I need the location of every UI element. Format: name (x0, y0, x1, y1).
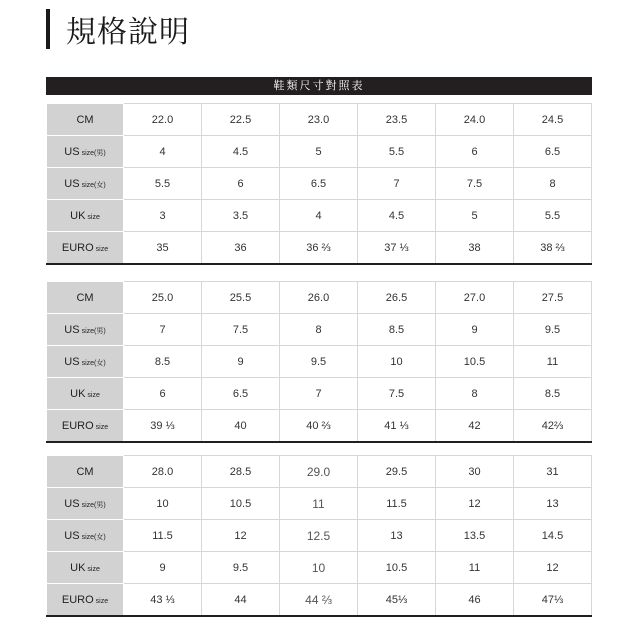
size-row-euro (47, 232, 592, 265)
size-cell: 7.5 (202, 314, 280, 346)
row-label (47, 410, 124, 443)
size-row-euro (47, 410, 592, 443)
size-cell: 5.5 (124, 168, 202, 200)
size-cell: 6.5 (202, 378, 280, 410)
size-cell: 6.5 (280, 168, 358, 200)
size-cell: 11 (280, 488, 358, 520)
row-label-sub: size(女) (81, 359, 106, 367)
size-cell: 7.5 (358, 378, 436, 410)
size-cell: 47⅓ (514, 584, 592, 617)
row-label-main: US (64, 529, 80, 542)
size-cell: 25.0 (124, 282, 202, 314)
size-cell: 14.5 (514, 520, 592, 552)
row-label-sub: size(男) (81, 149, 106, 157)
size-row-uk (47, 200, 592, 232)
size-cell: 12 (514, 552, 592, 584)
size-cell: 10 (124, 488, 202, 520)
size-cell: 12 (202, 520, 280, 552)
size-cell: 7.5 (436, 168, 514, 200)
size-cell: 11.5 (358, 488, 436, 520)
size-cell: 12.5 (280, 520, 358, 552)
size-cell: 6.5 (514, 136, 592, 168)
row-label (47, 378, 124, 410)
size-cell: 8 (436, 378, 514, 410)
size-cell: 8.5 (124, 346, 202, 378)
size-cell: 11 (436, 552, 514, 584)
row-label-main: EURO (61, 419, 94, 432)
size-cell: 22.0 (124, 104, 202, 136)
size-row-us-female (47, 520, 592, 552)
size-row-uk (47, 378, 592, 410)
size-cell: 8.5 (514, 378, 592, 410)
row-label (47, 488, 124, 520)
row-label-sub: size (87, 565, 100, 573)
size-cell: 6 (202, 168, 280, 200)
row-label-sub: size(男) (81, 501, 106, 509)
size-cell: 38 ⅔ (514, 232, 592, 265)
row-label-main: EURO (61, 593, 94, 606)
size-cell: 25.5 (202, 282, 280, 314)
size-cell: 9 (436, 314, 514, 346)
size-cell: 5.5 (514, 200, 592, 232)
size-row-us-male (47, 488, 592, 520)
size-table-2 (46, 281, 592, 443)
row-label-main: CM (76, 113, 94, 126)
row-label (47, 552, 124, 584)
row-label (47, 282, 124, 314)
row-label (47, 584, 124, 617)
size-cell: 24.0 (436, 104, 514, 136)
size-cell: 23.0 (280, 104, 358, 136)
size-cell: 38 (436, 232, 514, 265)
size-cell: 9.5 (280, 346, 358, 378)
size-cell: 4 (124, 136, 202, 168)
row-label (47, 314, 124, 346)
size-cell: 6 (436, 136, 514, 168)
row-label-sub: size (87, 213, 100, 221)
size-cell: 5 (280, 136, 358, 168)
size-cell: 10.5 (436, 346, 514, 378)
row-label (47, 200, 124, 232)
size-table-3 (46, 455, 592, 617)
size-cell: 9 (202, 346, 280, 378)
size-cell: 7 (358, 168, 436, 200)
size-cell: 11 (514, 346, 592, 378)
size-row-us-male (47, 136, 592, 168)
size-cell: 13 (358, 520, 436, 552)
size-cell: 4.5 (202, 136, 280, 168)
row-label-sub: size(女) (81, 533, 106, 541)
size-cell: 26.5 (358, 282, 436, 314)
size-row-uk (47, 552, 592, 584)
page-heading (46, 8, 190, 50)
size-cell: 10.5 (202, 488, 280, 520)
size-cell: 42⅔ (514, 410, 592, 443)
row-label-main: US (64, 323, 80, 336)
size-cell: 8 (514, 168, 592, 200)
size-row-cm (47, 282, 592, 314)
size-cell: 5.5 (358, 136, 436, 168)
row-label (47, 104, 124, 136)
size-row-cm (47, 456, 592, 488)
row-label-sub: size (95, 245, 109, 253)
row-label (47, 520, 124, 552)
size-cell: 27.5 (514, 282, 592, 314)
size-cell: 5 (436, 200, 514, 232)
size-cell: 42 (436, 410, 514, 443)
size-cell: 10 (280, 552, 358, 584)
size-cell: 7 (280, 378, 358, 410)
size-cell: 10 (358, 346, 436, 378)
row-label-main: US (64, 145, 80, 158)
row-label-main: CM (76, 291, 94, 304)
size-cell: 44 ⅔ (280, 584, 358, 617)
size-cell: 9 (124, 552, 202, 584)
row-label-main: CM (76, 465, 94, 478)
row-label-main: US (64, 497, 80, 510)
size-row-euro (47, 584, 592, 617)
size-cell: 28.5 (202, 456, 280, 488)
size-cell: 11.5 (124, 520, 202, 552)
size-cell: 40 ⅔ (280, 410, 358, 443)
row-label-sub: size (95, 423, 109, 431)
size-cell: 36 ⅔ (280, 232, 358, 265)
size-cell: 43 ⅓ (124, 584, 202, 617)
row-label-sub: size (87, 391, 100, 399)
size-row-us-female (47, 346, 592, 378)
size-cell: 7 (124, 314, 202, 346)
row-label-main: UK (70, 387, 86, 400)
size-cell: 39 ⅓ (124, 410, 202, 443)
size-row-us-female (47, 168, 592, 200)
row-label-main: US (64, 177, 80, 190)
size-cell: 13 (514, 488, 592, 520)
row-label-sub: size(男) (81, 327, 106, 335)
size-cell: 8 (280, 314, 358, 346)
size-cell: 37 ⅓ (358, 232, 436, 265)
size-cell: 46 (436, 584, 514, 617)
size-cell: 13.5 (436, 520, 514, 552)
size-cell: 24.5 (514, 104, 592, 136)
size-cell: 31 (514, 456, 592, 488)
row-label-main: US (64, 355, 80, 368)
row-label-sub: size(女) (81, 181, 106, 189)
size-row-cm (47, 104, 592, 136)
size-cell: 44 (202, 584, 280, 617)
size-cell: 3.5 (202, 200, 280, 232)
row-label-main: EURO (61, 241, 94, 254)
size-cell: 12 (436, 488, 514, 520)
size-cell: 6 (124, 378, 202, 410)
size-row-us-male (47, 314, 592, 346)
size-cell: 30 (436, 456, 514, 488)
heading-accent-bar (46, 9, 50, 49)
size-table-1 (46, 103, 592, 265)
size-cell: 36 (202, 232, 280, 265)
size-cell: 41 ⅓ (358, 410, 436, 443)
size-cell: 9.5 (514, 314, 592, 346)
size-cell: 3 (124, 200, 202, 232)
size-cell: 45⅓ (358, 584, 436, 617)
size-cell: 23.5 (358, 104, 436, 136)
row-label (47, 346, 124, 378)
size-cell: 29.5 (358, 456, 436, 488)
row-label (47, 456, 124, 488)
size-cell: 40 (202, 410, 280, 443)
size-chart-banner: 鞋類尺寸對照表 (46, 77, 592, 95)
row-label (47, 232, 124, 265)
size-cell: 29.0 (280, 456, 358, 488)
size-cell: 4 (280, 200, 358, 232)
page-title: 規格說明 (66, 15, 190, 50)
size-cell: 28.0 (124, 456, 202, 488)
size-cell: 35 (124, 232, 202, 265)
row-label-main: UK (70, 561, 86, 574)
size-cell: 9.5 (202, 552, 280, 584)
row-label-sub: size (95, 597, 109, 605)
size-cell: 26.0 (280, 282, 358, 314)
size-cell: 10.5 (358, 552, 436, 584)
row-label-main: UK (70, 209, 86, 222)
size-cell: 4.5 (358, 200, 436, 232)
size-cell: 22.5 (202, 104, 280, 136)
size-cell: 8.5 (358, 314, 436, 346)
row-label (47, 136, 124, 168)
row-label (47, 168, 124, 200)
size-cell: 27.0 (436, 282, 514, 314)
